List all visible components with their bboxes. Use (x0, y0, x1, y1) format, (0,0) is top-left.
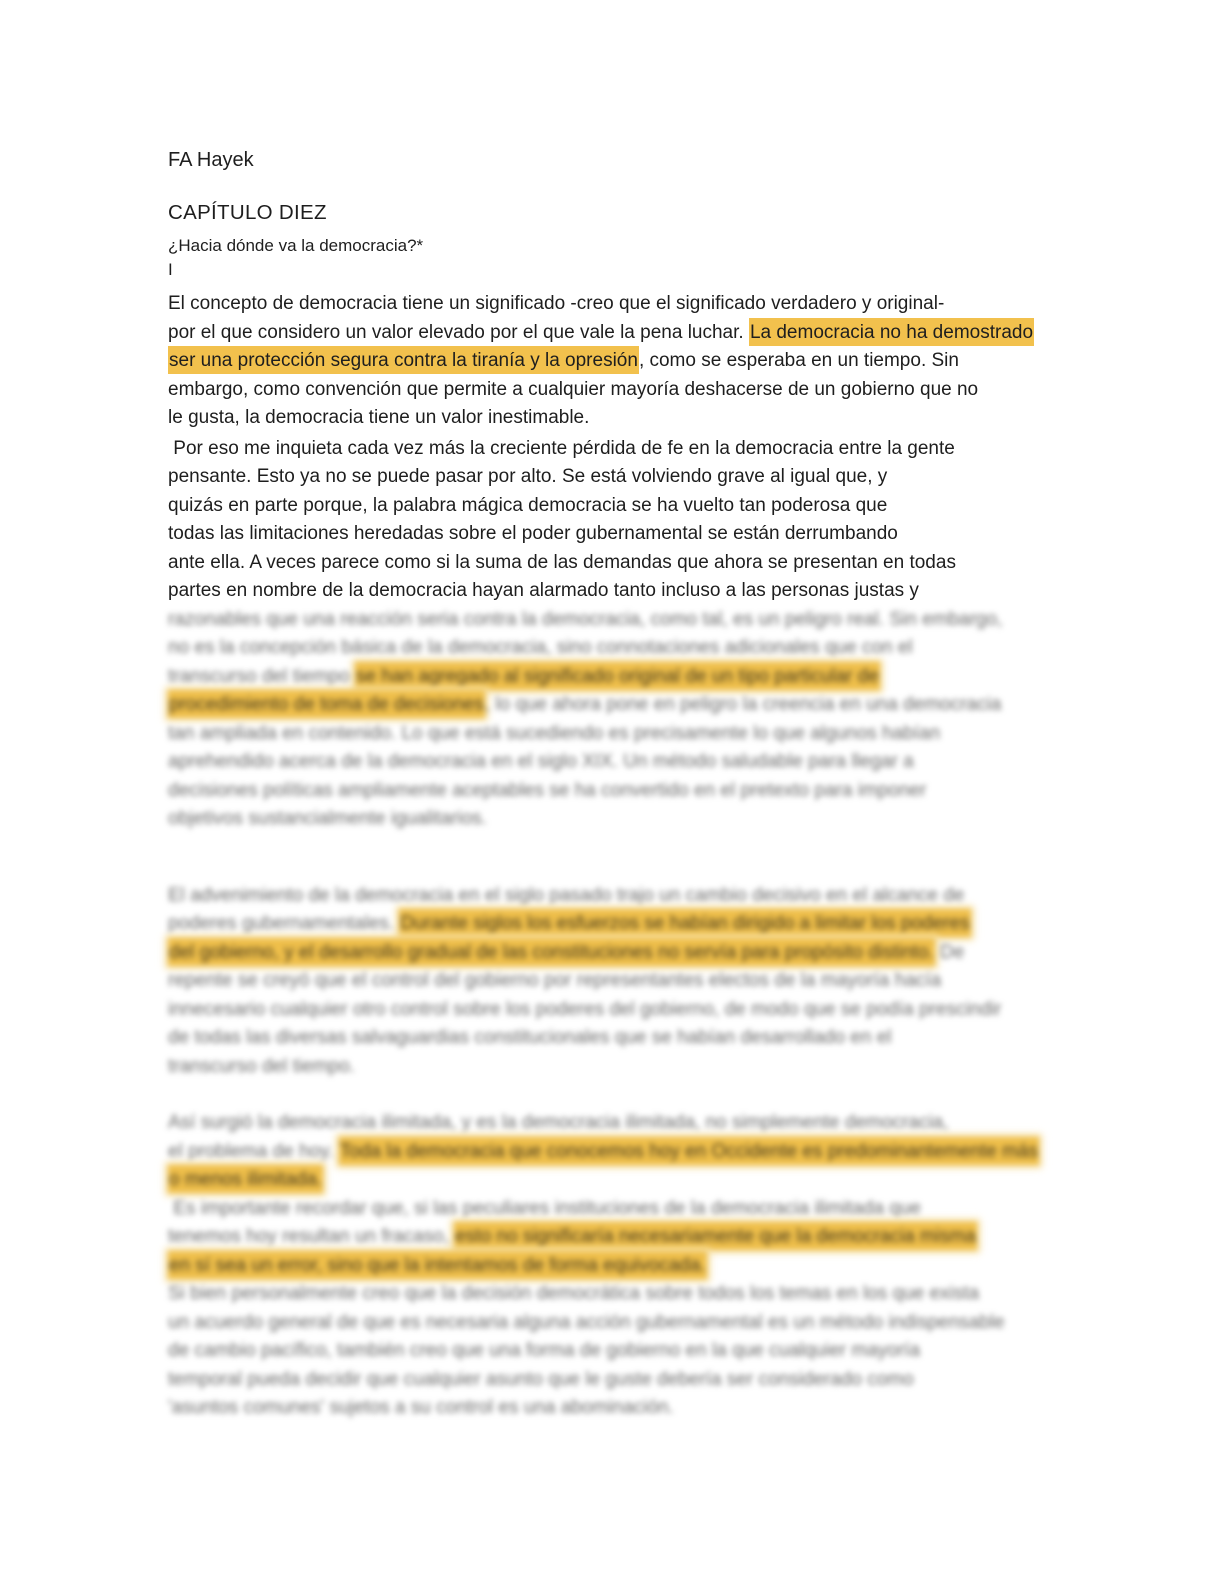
text-segment: De (934, 941, 965, 963)
text-line (168, 435, 1088, 464)
paragraph-4 (168, 1109, 1088, 1195)
highlighted-text: procedimiento de toma de decisiones (168, 690, 485, 718)
text-segment: pensante. Esto ya no se puede pasar por alto. Se está volviendo grave al igual que, y (168, 466, 888, 487)
highlighted-text: ser una protección segura contra la tiranía y la opresión (168, 346, 639, 374)
text-line (168, 748, 1088, 777)
text-line (168, 577, 1088, 606)
text-line (168, 1024, 1088, 1053)
text-segment: , como se esperaba en un tiempo. Sin (638, 350, 959, 371)
text-segment: 'asuntos comunes' sujetos a su control es una abominación. (168, 1397, 674, 1418)
text-line (168, 1280, 1088, 1309)
text-line (168, 1166, 1088, 1195)
text-line (168, 1138, 1088, 1167)
text-line (168, 967, 1088, 996)
highlighted-text: Toda la democracia que conocemos hoy en Occidente es predominantemente más (339, 1137, 1039, 1165)
text-segment: de todas las diversas salvaguardias constitucionales que se habían desarrollado en el (168, 1027, 892, 1048)
text-line (168, 634, 1088, 663)
text-line (168, 1053, 1088, 1082)
text-segment: de cambio pacífico, también creo que una forma de gobierno en la que cualquier mayoría (168, 1340, 921, 1361)
text-line (168, 720, 1088, 749)
text-segment: aprehendido acerca de la democracia en el siglo XIX. Un método saludable para llegar a (168, 751, 914, 772)
text-segment: transcurso del tiempo (168, 665, 355, 687)
text-line (168, 549, 1088, 578)
text-line (168, 939, 1088, 968)
text-segment: tan ampliada en contenido. Lo que está sucediendo es precisamente lo que algunos habían (168, 722, 941, 744)
text-segment: un acuerdo general de que es necesaria alguna acción gubernamental es un método indispensable (168, 1311, 1005, 1333)
text-segment: Si bien personalmente creo que la decisión democrática sobre todos los temas en los que exista (168, 1283, 980, 1304)
subtitle: ¿Hacia dónde va la democracia?* (168, 236, 424, 255)
paragraph-6 (168, 1280, 1088, 1423)
highlighted-text: Durante siglos los esfuerzos se habían dirigido a limitar los poderes (399, 909, 970, 937)
text-line (168, 777, 1088, 806)
text-line (168, 606, 1088, 635)
paragraphs-container (168, 290, 1088, 1423)
text-segment: embargo, como convención que permite a cualquier mayoría deshacerse de un gobierno que no (168, 378, 979, 400)
text-segment: todas las limitaciones heredadas sobre el poder gubernamental se están derrumbando (168, 523, 898, 544)
paragraph-3 (168, 882, 1088, 1082)
text-line (168, 1195, 1088, 1224)
text-line (168, 1109, 1088, 1138)
text-line (168, 663, 1088, 692)
text-segment: no es la concepción básica de la democracia, sino connotaciones adicionales que con el (168, 637, 913, 658)
highlighted-text: del gobierno, y el desarrollo gradual de las constituciones no servía para propósito distinto. (168, 938, 935, 966)
document-page (168, 146, 1088, 1423)
text-segment: por el que considero un valor elevado por el que vale la pena luchar. (168, 321, 749, 343)
text-segment: ante ella. A veces parece como si la suma de las demandas que ahora se presentan en todas (168, 551, 956, 573)
text-segment: temporal pueda decidir que cualquier asunto que le guste debería ser considerado como (168, 1368, 914, 1390)
section-numeral: I (168, 260, 173, 279)
text-line (168, 996, 1088, 1025)
text-segment: razonables que una reacción seria contra la democracia, como tal, es un peligro real. Sin embargo, (168, 608, 1003, 630)
highlighted-text: o menos ilimitada. (168, 1165, 323, 1193)
text-segment: Así surgió la democracia ilimitada, y es la democracia ilimitada, no simplemente democracia, (168, 1112, 949, 1133)
text-segment: decisiones políticas ampliamente aceptables se ha convertido en el pretexto para imponer (168, 779, 927, 801)
paragraph-5 (168, 1195, 1088, 1281)
chapter-title: CAPÍTULO DIEZ (168, 201, 327, 224)
text-line (168, 492, 1088, 521)
text-segment: objetivos sustancialmente igualitarios. (168, 808, 487, 829)
text-segment: partes en nombre de la democracia hayan alarmado tanto incluso a las personas justas y (168, 580, 919, 601)
text-segment: transcurso del tiempo. (168, 1055, 355, 1077)
text-segment: Por eso me inquieta cada vez más la creciente pérdida de fe en la democracia entre la gente (168, 437, 955, 459)
text-line (168, 691, 1088, 720)
text-segment: El concepto de democracia tiene un significado -creo que el significado verdadero y original- (168, 293, 945, 314)
text-line (168, 910, 1088, 939)
text-segment: le gusta, la democracia tiene un valor inestimable. (168, 407, 590, 428)
highlighted-text: La democracia no ha demostrado (749, 318, 1034, 346)
text-line (168, 1366, 1088, 1395)
text-segment: El advenimiento de la democracia en el siglo pasado trajo un cambio decisivo en el alcance de (168, 884, 965, 906)
text-line (168, 1252, 1088, 1281)
text-line (168, 319, 1088, 348)
text-line (168, 1394, 1088, 1423)
text-line (168, 1309, 1088, 1338)
text-line (168, 1337, 1088, 1366)
paragraph-1 (168, 290, 1088, 433)
text-line (168, 520, 1088, 549)
highlighted-text: esto no significaría necesariamente que la democracia misma (454, 1222, 977, 1250)
text-segment: quizás en parte porque, la palabra mágica democracia se ha vuelto tan poderosa que (168, 494, 888, 516)
text-line (168, 290, 1088, 319)
text-segment: poderes gubernamentales. (168, 913, 400, 934)
paragraph-2 (168, 435, 1088, 834)
text-segment: Es importante recordar que, si las peculiares instituciones de la democracia ilimitada que (168, 1197, 921, 1219)
text-segment: repente se creyó que el control del gobierno por representantes electos de la mayoría hacía (168, 970, 942, 991)
text-segment: , lo que ahora pone en peligro la creencia en una democracia (484, 694, 1002, 715)
text-line (168, 463, 1088, 492)
text-line (168, 1223, 1088, 1252)
text-line (168, 882, 1088, 911)
text-line (168, 805, 1088, 834)
author-line: FA Hayek (168, 149, 254, 171)
highlighted-text: en sí sea un error, sino que la intentamos de forma equivocada. (168, 1251, 707, 1279)
text-line (168, 347, 1088, 376)
text-line (168, 404, 1088, 433)
highlighted-text: se han agregado al significado original de un tipo particular de (355, 662, 880, 690)
text-segment: innecesario cualquier otro control sobre los poderes del gobierno, de modo que se podía prescindir (168, 998, 1002, 1020)
text-segment: el problema de hoy. (168, 1140, 339, 1162)
text-segment: tenemos hoy resultan un fracaso, (168, 1226, 455, 1247)
text-line (168, 376, 1088, 405)
